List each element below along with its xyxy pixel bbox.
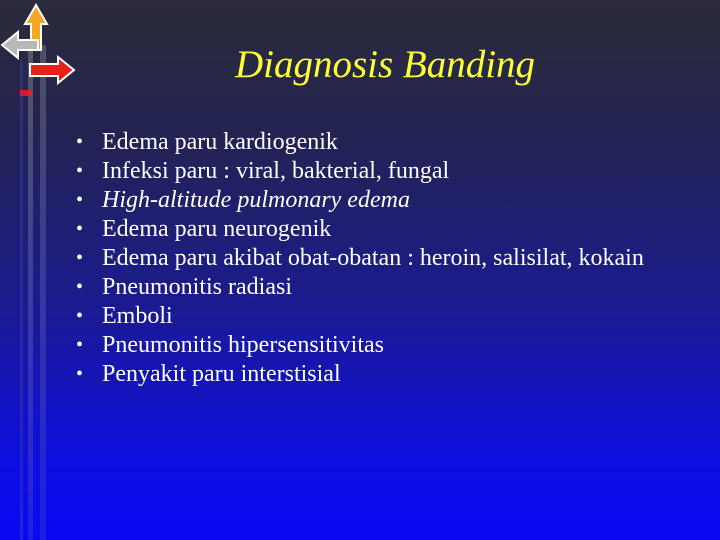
- list-item-text: High-altitude pulmonary edema: [102, 187, 410, 213]
- bullet-marker: •: [76, 218, 84, 240]
- bullet-marker: •: [76, 160, 84, 182]
- bullet-marker: •: [76, 334, 84, 356]
- list-item: [70, 186, 690, 215]
- slide-title: Diagnosis Banding: [234, 43, 536, 86]
- bullet-marker: •: [76, 276, 84, 298]
- list-item-text: Edema paru kardiogenik: [102, 129, 338, 155]
- list-item: [70, 331, 690, 360]
- list-item: [70, 360, 690, 389]
- bullet-list: [70, 128, 690, 389]
- list-item-text: Emboli: [102, 303, 173, 329]
- list-item-text: Pneumonitis hipersensitivitas: [102, 332, 384, 358]
- list-item-text: Penyakit paru interstisial: [102, 361, 341, 387]
- list-item-text: Edema paru akibat obat-obatan : heroin, salisilat, kokain: [102, 245, 644, 271]
- bullet-marker: •: [76, 247, 84, 269]
- bullet-marker: •: [76, 363, 84, 385]
- bullet-marker: •: [76, 131, 84, 153]
- list-item: [70, 244, 690, 273]
- list-item: [70, 273, 690, 302]
- bullet-marker: •: [76, 305, 84, 327]
- list-item: [70, 157, 690, 186]
- arrow-right-icon[interactable]: [30, 57, 74, 83]
- list-item-text: Infeksi paru : viral, bakterial, fungal: [102, 158, 450, 184]
- list-item: [70, 302, 690, 331]
- navigation-arrows-decoration: [0, 0, 80, 540]
- bullet-marker: •: [76, 189, 84, 211]
- list-item: [70, 215, 690, 244]
- list-item-text: Pneumonitis radiasi: [102, 274, 292, 300]
- list-item-text: Edema paru neurogenik: [102, 216, 332, 242]
- list-item: [70, 128, 690, 157]
